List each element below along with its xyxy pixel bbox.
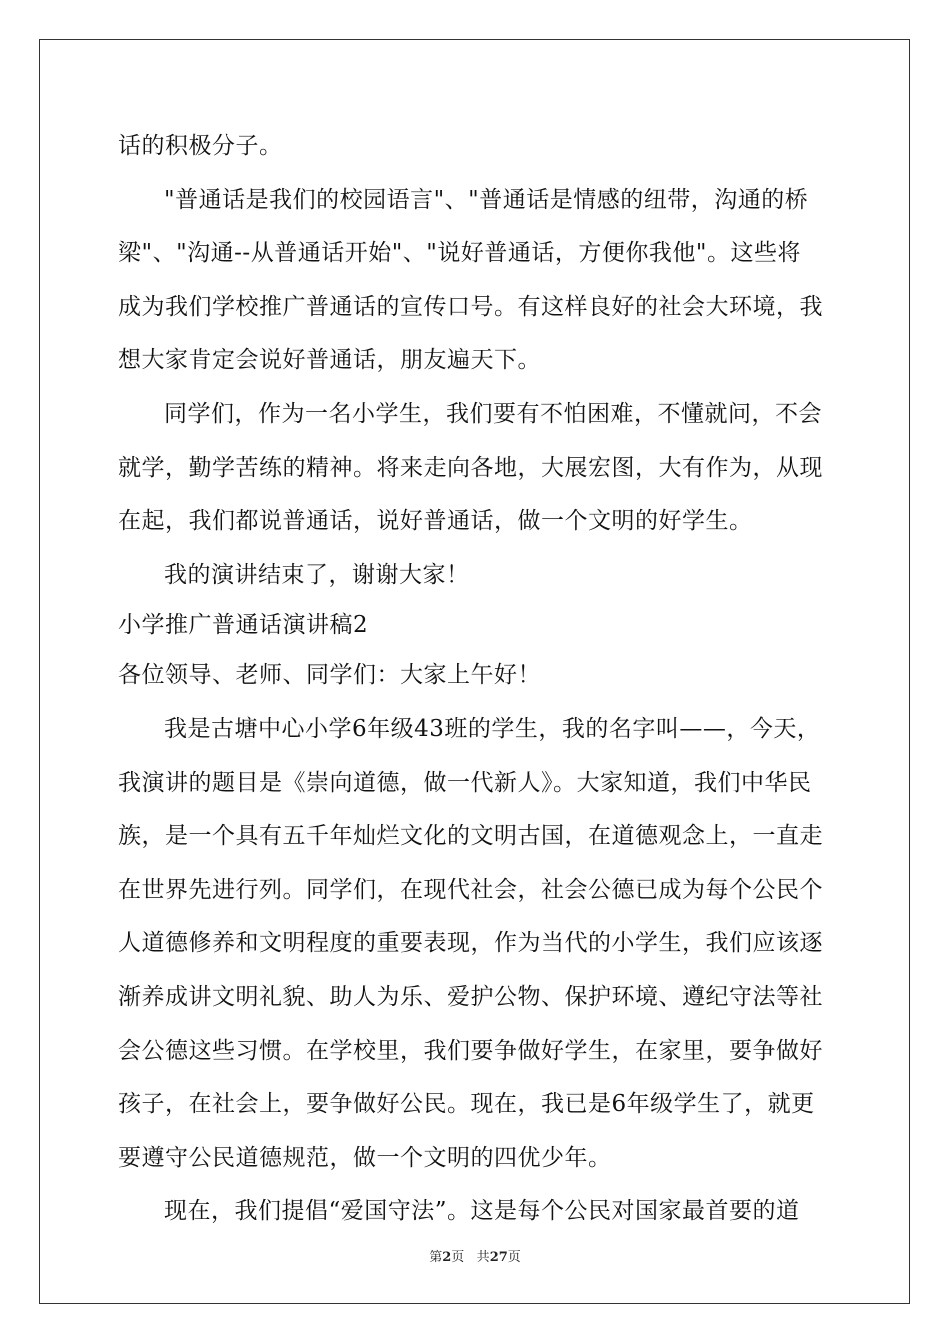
text-line: 现在，我们提倡“爱国守法”。这是每个公民对国家最首要的道 [164,1198,800,1225]
text-line: 要遵守公民道德规范，做一个文明的四优少年。 [118,1144,612,1171]
section-heading: 小学推广普通话演讲稿2 [118,612,369,639]
text-line: "普通话是我们的校园语言"、"普通话是情感的纽带，沟通的桥 [164,186,809,213]
page-unit: 页 [451,1250,465,1265]
text-line: 在世界先进行列。同学们，在现代社会，社会公德已成为每个公民个 [118,876,823,903]
text-line: 我是古塘中心小学6年级43班的学生，我的名字叫——，今天， [164,715,821,742]
salutation-line: 各位领导、老师、同学们：大家上午好！ [118,662,541,689]
text-line: 在起，我们都说普通话，说好普通话，做一个文明的好学生。 [118,508,753,535]
document-body [118,120,832,1239]
page-current: 2 [442,1250,452,1265]
text-line: 成为我们学校推广普通话的宣传口号。有这样良好的社会大环境，我 [118,293,823,320]
text-line: 就学，勤学苦练的精神。将来走向各地，大展宏图，大有作为，从现 [118,454,823,481]
total-prefix: 共 [476,1250,490,1265]
text-line: 人道德修养和文明程度的重要表现，作为当代的小学生，我们应该逐 [118,930,823,957]
text-line: 话的积极分子。 [118,133,283,159]
page-footer [0,1246,950,1265]
page-total: 27 [489,1250,508,1265]
text-line: 会公德这些习惯。在学校里，我们要争做好学生，在家里，要争做好 [118,1037,823,1064]
text-line: 想大家肯定会说好普通话，朋友遍天下。 [118,347,541,374]
total-unit: 页 [507,1250,521,1265]
text-line: 梁"、"沟通--从普通话开始"、"说好普通话，方便你我他"。这些将 [118,240,801,267]
text-line: 我演讲的题目是《崇向道德，做一代新人》。大家知道，我们中华民 [118,769,812,796]
text-line: 族，是一个具有五千年灿烂文化的文明古国，在道德观念上，一直走 [118,823,823,850]
text-line: 我的演讲结束了，谢谢大家！ [164,561,470,588]
text-line: 孩子，在社会上，要争做好公民。现在，我已是6年级学生了，就更 [118,1091,815,1118]
text-line: 同学们，作为一名小学生，我们要有不怕困难，不懂就问，不会 [164,400,822,427]
text-line: 渐养成讲文明礼貌、助人为乐、爱护公物、保护环境、遵纪守法等社 [118,983,823,1010]
page-prefix: 第 [429,1250,443,1265]
